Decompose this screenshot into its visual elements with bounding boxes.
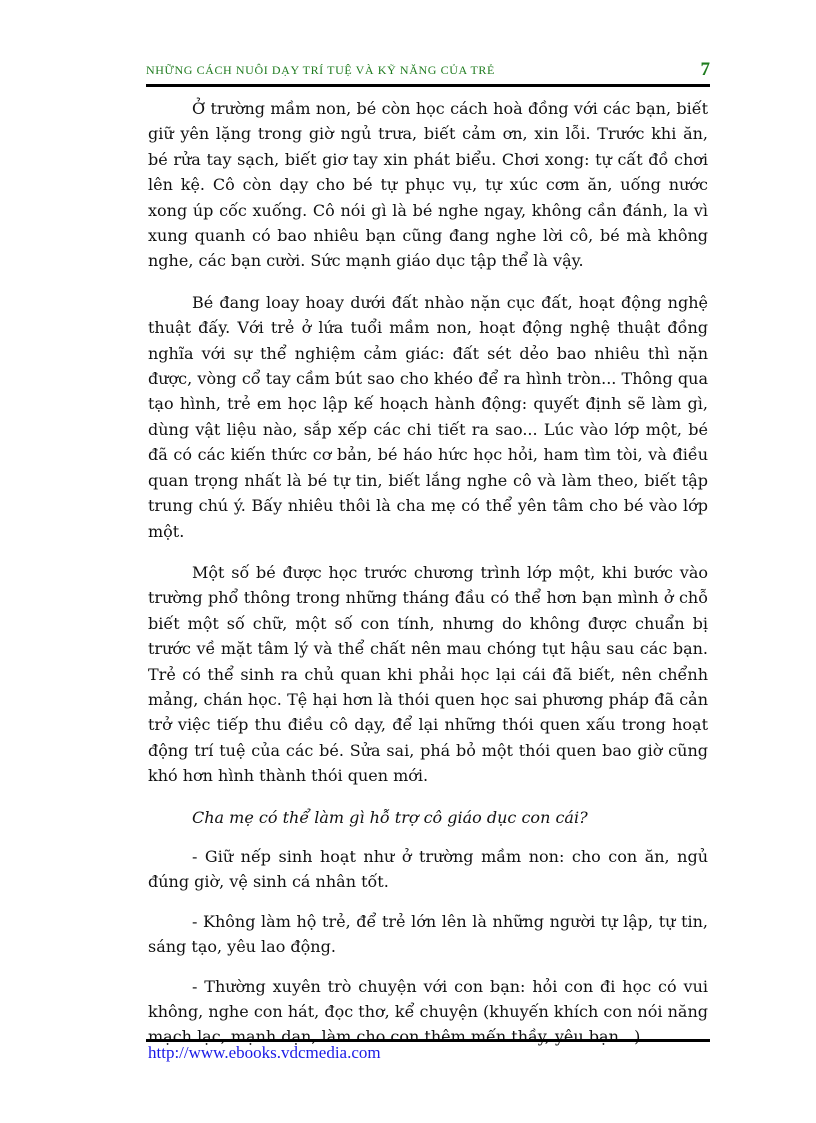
list-item-1: - Giữ nếp sinh hoạt như ở trường mầm non: cho con ăn, ngủ đúng giờ, vệ sinh cá nhân tốt. xyxy=(148,846,708,892)
footer-rule xyxy=(146,1039,710,1042)
paragraph-2: Bé đang loay hoay dưới đất nhào nặn cục đất, hoạt động nghệ thuật đấy. Với trẻ ở lứa tuổi mầm non, hoạt động nghệ thuật đồng nghĩa với sự thể nghiệm cảm giác: đất sét dẻo bao nhiêu thì nặn được, vòng cổ tay cầm bút sao cho khéo để ra hình tròn... Thông qua tạo hình, trẻ em học lập kế hoạch hành động: quyết định sẽ làm gì, dùng vật liệu nào, sắp xếp các chi tiết ra sao... Lúc vào lớp một, bé đã có các kiến thức cơ bản, bé háo hức học hỏi, ham tìm tòi, và điều quan trọng nhất là bé tự tin, biết lắng nghe cô và làm theo, biết tập trung chú ý. Bấy nhiêu thôi là cha mẹ có thể yên tâm cho bé vào lớp một. xyxy=(148,292,708,541)
header-rule xyxy=(146,84,710,87)
list-item-3: - Thường xuyên trò chuyện với con bạn: hỏi con đi học có vui không, nghe con hát, đọc thơ, kể chuyện (khuyến khích con nói năng mạch lạc, mạnh dạn, làm cho con thêm mến thầy, yêu bạn...) xyxy=(148,976,708,1047)
header-title: NHỮNG CÁCH NUÔI DẠY TRÍ TUỆ VÀ KỸ NĂNG CỦA TRẺ xyxy=(146,63,495,77)
list-item-2: - Không làm hộ trẻ, để trẻ lớn lên là những người tự lập, tự tin, sáng tạo, yêu lao động. xyxy=(148,911,708,957)
paragraph-3: Một số bé được học trước chương trình lớp một, khi bước vào trường phổ thông trong những tháng đầu có thể hơn bạn mình ở chỗ biết một số chữ, một số con tính, nhưng do không được chuẩn bị trước về mặt tâm lý và thể chất nên mau chóng tụt hậu sau các bạn. Trẻ có thể sinh ra chủ quan khi phải học lại cái đã biết, nên chểnh mảng, chán học. Tệ hại hơn là thói quen học sai phương pháp đã cản trở việc tiếp thu điều cô dạy, để lại những thói quen xấu trong hoạt động trí tuệ của các bé. Sửa sai, phá bỏ một thói quen bao giờ cũng khó hơn hình thành thói quen mới. xyxy=(148,562,708,786)
footer-link[interactable]: http://www.ebooks.vdcmedia.com xyxy=(148,1043,381,1062)
question-heading: Cha mẹ có thể làm gì hỗ trợ cô giáo dục con cái? xyxy=(192,807,588,827)
page-header xyxy=(146,58,710,84)
body-text xyxy=(148,96,708,1064)
page-number: 7 xyxy=(700,59,710,80)
paragraph-1: Ở trường mầm non, bé còn học cách hoà đồng với các bạn, biết giữ yên lặng trong giờ ngủ trưa, biết cảm ơn, xin lỗi. Trước khi ăn, bé rửa tay sạch, biết giơ tay xin phát biểu. Chơi xong: tự cất đồ chơi lên kệ. Cô còn dạy cho bé tự phục vụ, tự xúc cơm ăn, uống nước xong úp cốc xuống. Cô nói gì là bé nghe ngay, không cần đánh, la vì xung quanh có bao nhiêu bạn cũng đang nghe lời cô, bé mà không nghe, các bạn cười. Sức mạnh giáo dục tập thể là vậy. xyxy=(148,99,708,271)
